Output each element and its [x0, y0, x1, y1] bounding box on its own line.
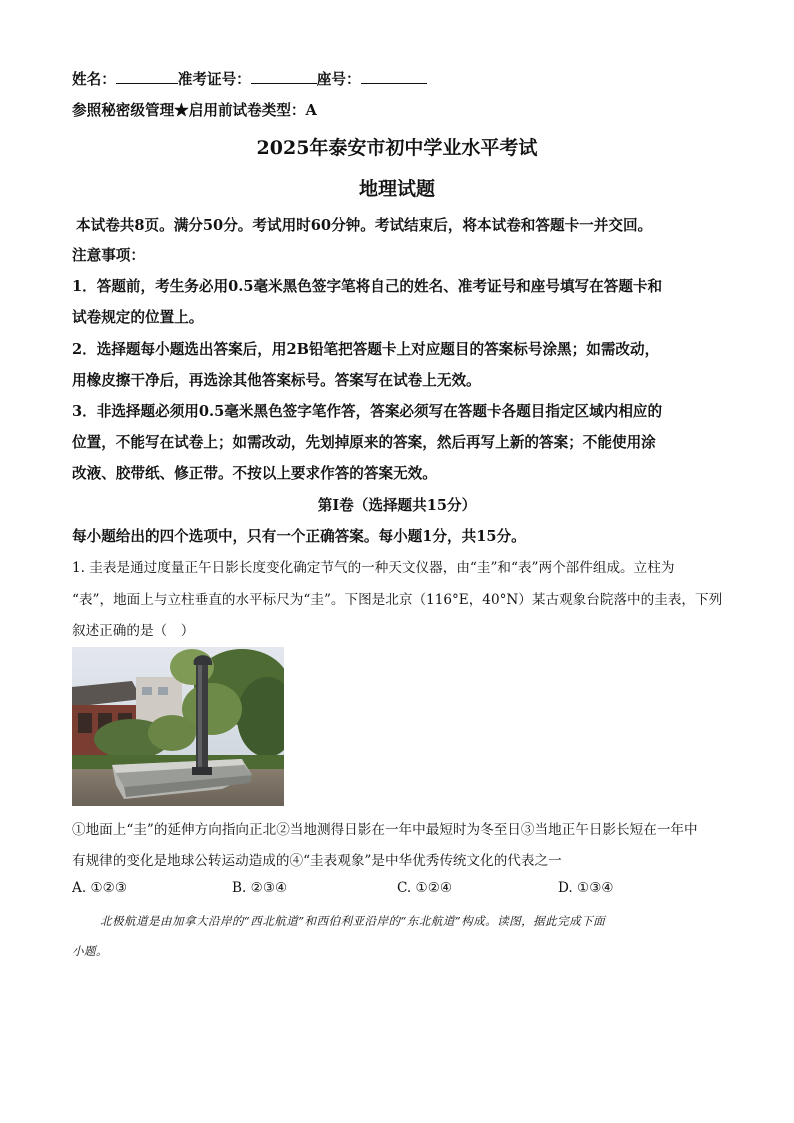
exam-number-blank — [251, 69, 317, 84]
note-3-line-2: 位置，不能写在试卷上；如需改动，先划掉原来的答案，然后再写上新的答案；不能使用涂 — [72, 434, 656, 451]
question-1-statements-line-2: 有规律的变化是地球公转运动造成的④“圭表观象”是中华优秀传统文化的代表之一 — [72, 853, 562, 869]
note-2-line-2: 用橡皮擦干净后，再选涂其他答案标号。答案写在试卷上无效。 — [72, 372, 481, 389]
option-d[interactable]: D. ①③④ — [558, 880, 614, 896]
note-1-line-1: 1．答题前，考生务必用0.5毫米黑色签字笔将自己的姓名、准考证号和座号填写在答题卡和 — [72, 278, 663, 295]
option-b[interactable]: B. ②③④ — [232, 880, 288, 896]
name-blank — [116, 69, 178, 84]
section-instruction: 每小题给出的四个选项中，只有一个正确答案。每小题1分，共15分。 — [72, 528, 526, 545]
section-heading: 第I卷（选择题共15分） — [317, 497, 477, 514]
candidate-info-line — [72, 68, 724, 89]
note-1-line-2: 试卷规定的位置上。 — [72, 309, 204, 326]
exam-title: 2025年泰安市初中学业水平考试 — [256, 137, 538, 159]
secret-level-line: 参照秘密级管理★启用前试卷类型：A — [72, 102, 317, 119]
question-1-line-2: “表”，地面上与立柱垂直的水平标尺为“圭”。下图是北京（116°E，40°N）某古观象台院落中的圭表，下列 — [72, 592, 723, 608]
name-label: 姓名： — [72, 71, 116, 88]
notes-heading: 注意事项： — [72, 247, 145, 264]
note-2-line-1: 2．选择题每小题选出答案后，用2B铅笔把答题卡上对应题目的答案标号涂黑；如需改动， — [72, 341, 660, 358]
question-1-line-1: 1. 圭表是通过度量正午日影长度变化确定节气的一种天文仪器，由“圭”和“表”两个部件组成。立柱为 — [72, 560, 675, 576]
option-a[interactable]: A. ①②③ — [72, 880, 128, 896]
guibiao-photo — [72, 647, 284, 806]
question-1-statements-line-1: ①地面上“圭”的延伸方向指向正北②当地测得日影在一年中最短时为冬至日③当地正午日影长短在一年中 — [72, 822, 698, 838]
seat-label: 座号： — [316, 71, 361, 88]
option-c[interactable]: C. ①②④ — [397, 880, 453, 896]
subject-title: 地理试题 — [358, 178, 435, 200]
seat-blank — [361, 69, 427, 84]
note-3-line-3: 改液、胶带纸、修正带。不按以上要求作答的答案无效。 — [72, 465, 437, 482]
note-3-line-1: 3．非选择题必须用0.5毫米黑色签字笔作答，答案必须写在答题卡各题目指定区域内相应的 — [72, 403, 663, 420]
passage-line-2: 小题。 — [72, 944, 108, 958]
question-1-line-3: 叙述正确的是（ ） — [72, 623, 195, 639]
question-1-options — [72, 880, 724, 900]
passage-line-1: 北极航道是由加拿大沿岸的“西北航道”和西伯利亚沿岸的“东北航道”构成。读图，据此完成下面 — [100, 914, 606, 928]
exam-number-label: 准考证号： — [177, 71, 251, 88]
intro-text: 本试卷共8页。满分50分。考试用时60分钟。考试结束后，将本试卷和答题卡一并交回。 — [76, 217, 653, 234]
